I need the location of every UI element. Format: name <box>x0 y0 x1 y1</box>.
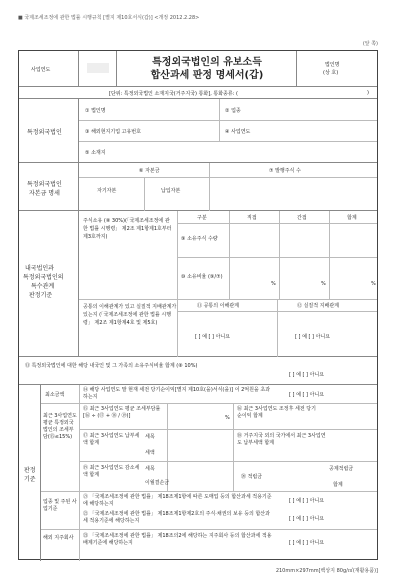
divider <box>279 211 280 299</box>
min-amount-label: 최소금액 <box>45 392 65 398</box>
field-business-year[interactable]: ④ 사업연도 <box>225 129 251 135</box>
form-title-cell <box>117 51 297 86</box>
field-own-capital[interactable]: 자기자본 <box>97 188 117 194</box>
tax-item-2: 세목 <box>145 466 155 472</box>
unit-close: ) <box>367 90 369 96</box>
relation-section <box>19 211 377 357</box>
field-overseas-id[interactable]: ③ 해외현지기업 고유번호 <box>85 129 141 135</box>
capital-section <box>19 163 377 211</box>
tax-burden-label: 최근 3사업연도 평균 특정외국법인의 조세부담(⑮≤15%) <box>43 413 77 440</box>
industry-choice-2[interactable]: [ ] 예 [ ] 아니요 <box>289 516 325 522</box>
applicable-choice[interactable]: [ ] 예 [ ] 아니요 <box>289 372 325 378</box>
business-year-label: 사업연도 <box>31 67 51 73</box>
relation-heading-4: 판정기준 <box>29 292 53 299</box>
divider <box>233 403 234 491</box>
relation-heading-3: 특수관계 <box>31 283 55 290</box>
unit-note: [단위: 특정외국법인 소재지국(거주지국) 통화], 통화종류: ( <box>109 91 238 97</box>
corp-name-label: 법인명 <box>325 62 340 68</box>
divider <box>79 177 377 178</box>
reserves: ⑳ 적립금 <box>241 474 263 480</box>
industry-text-1: ㉑ 「국제조세조정에 관한 법률」 제18조제1항에 따른 도매업 등의 합산과세 적용기준에 해당하는지 <box>83 494 272 507</box>
divider <box>79 141 377 142</box>
industry-choice-1[interactable]: [ ] 예 [ ] 아니요 <box>289 498 325 504</box>
tax-reduced: ⑲ 최근 3사업연도 감소세액 합계 <box>83 465 140 478</box>
divider <box>41 403 377 404</box>
ownership-text: 주식소유 (⑧ 30%)(「국제조세조정에 관한 법률 시행령」 제2조 제1항제1호부터 제3호까지) <box>83 218 172 240</box>
form-title-line2: 합산과세 판정 명세서(갑) <box>150 70 264 81</box>
foreign-corp-section <box>19 99 377 163</box>
field-shares-issued: ⑦ 발행주식 수 <box>269 168 301 174</box>
col-indirect: 간접 <box>297 215 307 221</box>
control-label: ⑫ 실질적 지배관계 <box>297 303 339 309</box>
industry-text-2: ㉒ 「국제조세조정에 관한 법률」 제18조제1항제2호의 주식·채권의 보유 등의 합산과세 적용기준에 해당하는지 <box>83 511 270 524</box>
col-total: 합계 <box>347 215 357 221</box>
control-text: 공통의 이해관계가 있고 실질적 지배관계가 있는지 (「국제조세조정에 관한 법률 시행령」 제2조 제1항제4호 및 제5호) <box>83 304 177 326</box>
criteria-heading-2: 기준 <box>24 476 36 483</box>
tax-amount-1: 세액 <box>145 450 155 456</box>
unit-row <box>19 87 377 99</box>
field-capital: ⑥ 자본금 <box>139 168 160 174</box>
applicable-text: ⑬ 특정외국법인에 대한 해당 내국인 및 그 가족의 소유주식비율 합계 (⑧ 10%) <box>25 363 198 369</box>
tax-paid: ⑰ 최근 3사업연도 납부세액 합계 <box>83 433 140 446</box>
pct-direct: % <box>271 281 276 287</box>
divider <box>177 257 377 258</box>
reserve-total: 합계 <box>333 482 343 488</box>
tax-item-1: 세목 <box>145 434 155 440</box>
row-shares-held: ⑨ 소유주식 수량 <box>181 236 218 242</box>
divider <box>79 461 377 462</box>
divider <box>41 529 377 530</box>
page-indicator: (앞 쪽) <box>362 41 378 47</box>
tax-burden-ratio: ⑮ 최근 3사업연도 평균 조세부담률 [⑯ ÷ (⑰ + ⑱ / ⑲)] <box>83 406 161 419</box>
divider <box>167 403 168 491</box>
field-corp-name[interactable]: ① 법인명 <box>85 108 106 114</box>
business-year-value[interactable] <box>79 51 117 86</box>
capital-heading-1: 특정외국법인 <box>27 181 62 188</box>
field-paid-capital[interactable]: 납입자본 <box>161 188 181 194</box>
divider <box>79 120 377 121</box>
pct-total: % <box>371 281 376 287</box>
holding-text: ㉓ 「국제조세조정에 관한 법률」 제18조의2에 해당하는 지주회사 등의 합산과세 적용배제기준에 해당하는지 <box>83 533 272 546</box>
paper-spec: 210mm×297mm[백상지 80g/㎡(재활용품)] <box>275 568 378 574</box>
divider <box>41 491 377 492</box>
pct-indirect: % <box>321 281 326 287</box>
common-interest-choice[interactable]: [ ] 예 [ ] 아니요 <box>195 334 231 340</box>
loss-carryforward: 이월결손금 <box>145 480 170 486</box>
divider <box>209 163 210 211</box>
divider <box>177 311 377 312</box>
pretax-income: ⑯ 최근 3사업연도 조정후 세전 당기순이익 합계 <box>237 406 316 419</box>
divider <box>79 429 377 430</box>
divider <box>177 299 178 357</box>
form-title-line1: 특정외국법인의 유보소득 <box>152 57 262 68</box>
foreign-corp-heading-cell <box>19 99 79 162</box>
capital-heading-2: 자본금 명세 <box>29 190 60 197</box>
min-amount-choice[interactable]: [ ] 예 [ ] 아니요 <box>289 392 325 398</box>
foreign-tax-paid: ⑱ 거주지국 외의 국가에서 최근 3사업연도 납부세액 합계 <box>237 433 326 446</box>
corp-name-cell[interactable] <box>297 51 379 86</box>
criteria-section <box>19 385 377 561</box>
redacted-value <box>87 63 109 73</box>
reserve-item: 공제적립금 <box>329 466 354 472</box>
relation-heading-1: 내국법인과 <box>25 265 54 272</box>
min-amount-text: ⑭ 해당 사업연도 말 현재 세전 당기순이익[별지 제10호(을)서식(을)] 이 2억원을 초과하는지 <box>83 387 271 400</box>
relation-heading-2: 특정외국법인의 <box>23 274 64 281</box>
holding-label: 해외 지주회사 <box>43 535 74 541</box>
divider <box>177 211 178 299</box>
common-interest-label: ⑪ 공통의 이해관계 <box>197 303 239 309</box>
relation-heading-cell <box>19 211 79 356</box>
col-type: 구분 <box>197 215 207 221</box>
field-industry[interactable]: ② 업종 <box>225 108 241 114</box>
row-share-ratio: ⑩ 소유비율 (⑨/⑦) <box>181 274 223 280</box>
corp-name-sub: (상 호) <box>323 70 339 76</box>
divider <box>219 99 220 141</box>
title-row <box>19 51 377 87</box>
tax-burden-pct: % <box>225 415 230 421</box>
divider <box>144 177 145 211</box>
control-choice[interactable]: [ ] 예 [ ] 아니요 <box>295 334 331 340</box>
business-year-cell <box>19 51 79 86</box>
criteria-heading-cell <box>19 385 41 561</box>
divider <box>79 299 377 300</box>
holding-choice[interactable]: [ ] 예 [ ] 아니요 <box>289 540 325 546</box>
divider <box>229 211 230 299</box>
foreign-corp-heading: 특정외국법인 <box>27 129 62 136</box>
col-direct: 직접 <box>247 215 257 221</box>
field-location[interactable]: ⑤ 소재지 <box>85 150 106 156</box>
industry-label: 업종 및 주된 사업기준 <box>43 499 77 512</box>
applicable-section <box>19 357 377 385</box>
criteria-heading-1: 판정 <box>24 467 36 474</box>
form-header: ■ 국제조세조정에 관한 법률 시행규칙 [별지 제10호서식(갑)] <개정 2012.2.28> <box>18 15 200 21</box>
capital-heading-cell <box>19 163 79 210</box>
divider <box>79 385 80 561</box>
form-sheet <box>18 50 378 560</box>
divider <box>177 223 377 224</box>
divider <box>329 211 330 299</box>
divider <box>277 299 278 357</box>
